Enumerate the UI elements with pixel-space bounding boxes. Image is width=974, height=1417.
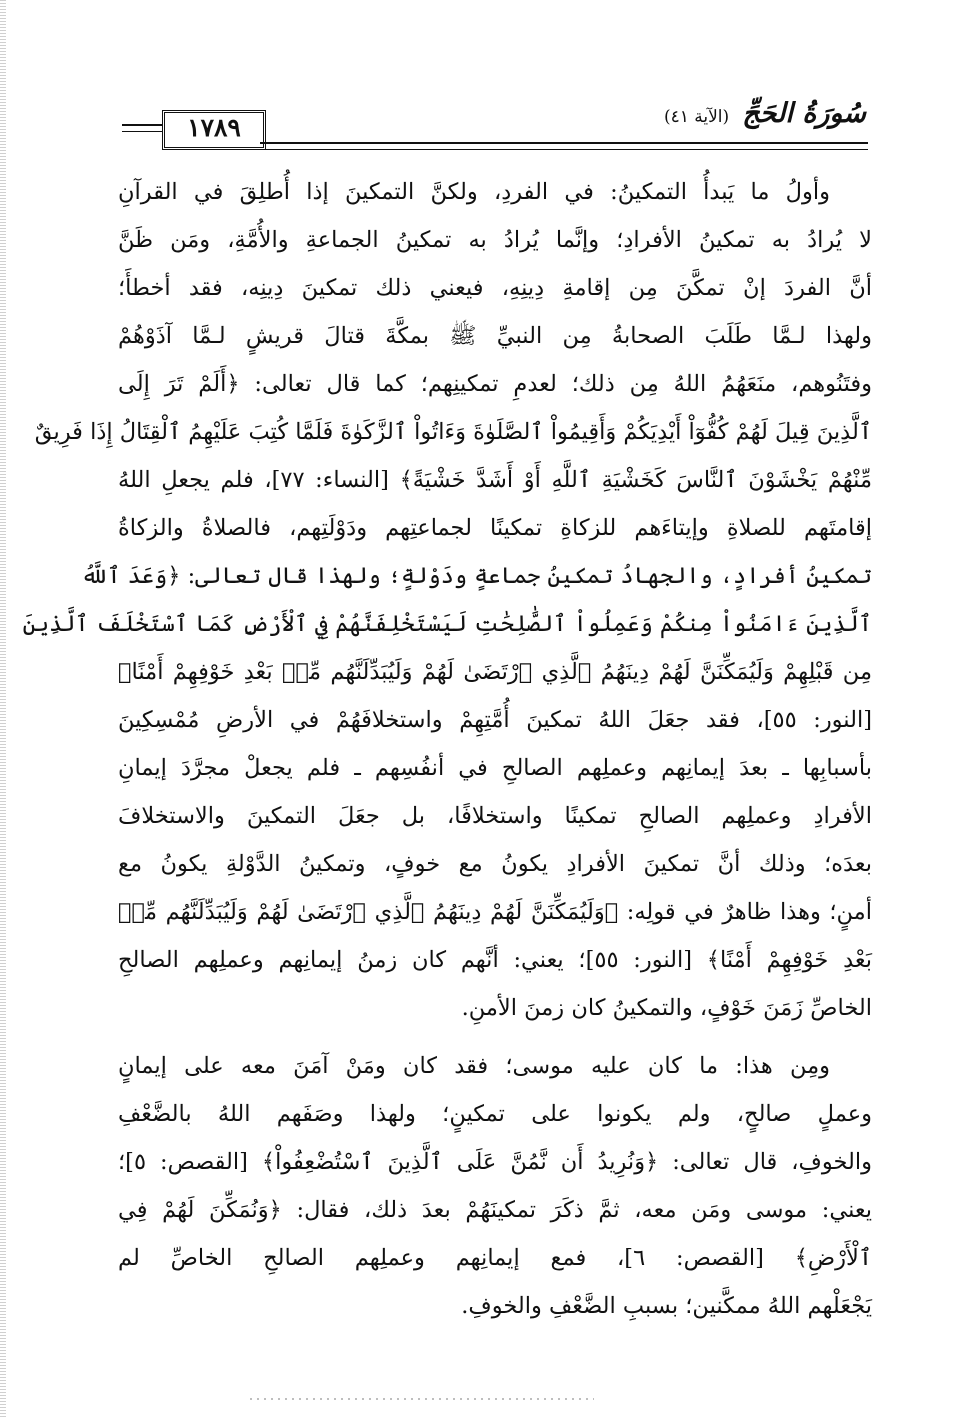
text-line: بَعْدِ خَوْفِهِمْ أَمْنًا﴾ [النور: ٥٥]؛ يعني: أنَّهم كان زمنُ إيمانِهم وعملِهم الصالحِ [118, 947, 872, 973]
text-line: ٱلْأَرْضِ﴾ [القصص: ٦]، فمع إيمانِهم وعملِهم الصالحِ الخاصِّ لم [118, 1245, 872, 1271]
surah-name: سُورَةُ الحَجِّ [742, 98, 866, 129]
scan-edge-artifact [0, 0, 6, 1417]
text-line: بأسبابِها ـ بعدَ إيمانِهم وعملِهم الصالحِ في أنفُسِهم ـ فلم يجعلْ مجرَّدَ إيمانِ [118, 755, 872, 781]
text-line: يعني: موسى ومَن معه، ثمَّ ذكَرَ تمكينَهُمْ بعدَ ذلك، فقال: ﴿وَنُمَكِّنَ لَهُمْ فِي [118, 1197, 872, 1223]
text-line: [النور: ٥٥]، فقد جعَلَ اللهُ تمكينَ أُمَّتِهِمْ واستخلافَهُمْ في الأرضِ مُمْسِكِينَ [118, 707, 872, 733]
running-title [664, 98, 866, 129]
text-line: يَجْعَلْهم اللهُ ممكَّنين؛ بسببِ الضَّعْفِ والخوفِ. [461, 1293, 872, 1319]
text-line: ومِن هذا: ما كان عليه موسى؛ فقد كان ومَنْ آمَنَ معه على إيمانٍ [118, 1053, 830, 1079]
text-line: الخاصِّ زَمَنَ خَوْفٍ، والتمكينُ كان زمنَ الأمنِ. [461, 995, 872, 1021]
quran-quote-line: ٱلَّذِينَ قِيلَ لَهُمْ كُفُّوٓاْ أَيْدِيَكُمْ وَأَقِيمُواْ ٱلصَّلَوٰةَ وَءَاتُواْ ٱلزَّكَوٰةَ فَلَمَّا كُتِبَ عَلَيْهِمُ ٱلْقِتَالُ إِذَا فَرِيقٌ [34, 419, 872, 445]
text-line: تمكينُ أفرادٍ، والجهادُ تمكينُ جماعةٍ ودَوْلةٍ؛ ولهذا قال تعالى: ﴿وَعَدَ ٱللَّهُ [80, 563, 872, 589]
header-rule-left [122, 124, 162, 132]
text-line: لا يُرادُ به تمكينُ الأفرادِ؛ وإنَّما يُرادُ به تمكينُ الجماعةِ والأُمَّةِ، ومَن ظَنَّ [118, 227, 872, 253]
scan-dots-artifact [250, 1398, 594, 1400]
text-line: أمنٍ؛ وهذا ظاهرٌ في قولِه: ﴿وَلَيُمَكِّنَنَّ لَهُمْ دِينَهُمُ ٱلَّذِي ٱرْتَضَىٰ لَهُمْ وَلَيُبَدِّلَنَّهُم مِّنۢ [118, 899, 872, 925]
text-line: والخوفِ، قال تعالى: ﴿وَنُرِيدُ أَن نَّمُنَّ عَلَى ٱلَّذِينَ ٱسْتُضْعِفُواْ﴾ [القصص: ٥]؛ [118, 1149, 872, 1175]
quran-quote-line: ٱلَّذِينَ ءَامَنُواْ مِنكُمْ وَعَمِلُواْ ٱلصَّٰلِحَٰتِ لَيَسْتَخْلِفَنَّهُمْ فِي ٱلْأَرْضِ كَمَا ٱسْتَخْلَفَ ٱلَّذِينَ [22, 611, 872, 637]
page-header [122, 96, 868, 158]
text-line: أنَّ الفردَ إنْ تمكَّنَ مِن إقامةِ دِينِهِ، فيعني ذلك تمكينَ دِينِه، فقد أخطأَ؛ [118, 275, 872, 301]
quran-quote-line: مِن قَبْلِهِمْ وَلَيُمَكِّنَنَّ لَهُمْ دِينَهُمُ ٱلَّذِي ٱرْتَضَىٰ لَهُمْ وَلَيُبَدِّلَنَّهُم مِّنۢ بَعْدِ خَوْفِهِمْ أَمْنًا﴾ [118, 659, 872, 685]
text-line: إقامتَهم للصلاةِ وإيتاءَهم للزكاةِ تمكينًا لجماعتِهم ودَوْلَتِهم، فالصلاةُ والزكاةُ [118, 515, 872, 541]
text-line: بعدَه؛ وذلك أنَّ تمكينَ الأفرادِ يكونُ مع خوفٍ، وتمكينُ الدَّوْلةِ يكونُ مع [118, 851, 872, 877]
header-rule-right [260, 142, 868, 150]
text-line: وفتَنُوهم، منَعَهُمُ اللهُ مِن ذلك؛ لعدمِ تمكينِهم؛ كما قال تعالى: ﴿أَلَمْ تَرَ إِلَى [118, 371, 872, 397]
text-line: وأولُ ما يَبدأُ التمكينُ: في الفردِ، ولكنَّ التمكينَ إذا أُطلِقَ في القرآنِ [118, 179, 830, 205]
page-body [22, 168, 873, 1330]
text-line: الأفرادِ وعملِهم الصالحِ تمكينًا واستخلافًا، بل جعَلَ التمكينَ والاستخلافَ [118, 803, 872, 829]
text-line: ولهذا لـمَّا طَلَبَ الصحابةُ مِن النبيِّ ﷺ بمكَّةَ قتالَ قريشٍ لـمَّا آذَوْهُمْ [118, 323, 872, 349]
verse-reference: (الآية ٤١) [663, 107, 730, 127]
paragraph-1 [22, 168, 873, 1032]
paragraph-2 [118, 1042, 872, 1330]
page-number: ١٧٨٩ [162, 110, 266, 150]
text-line: وعملٍ صالحٍ، ولم يكونوا على تمكينٍ؛ ولهذا وصَفَهم اللهُ بالضَّعْفِ [118, 1101, 872, 1127]
quran-quote-line: مِّنْهُمْ يَخْشَوْنَ ٱلنَّاسَ كَخَشْيَةِ ٱللَّهِ أَوْ أَشَدَّ خَشْيَةً﴾ [النساء: ٧٧]، فلم يجعلِ اللهُ [118, 467, 873, 493]
